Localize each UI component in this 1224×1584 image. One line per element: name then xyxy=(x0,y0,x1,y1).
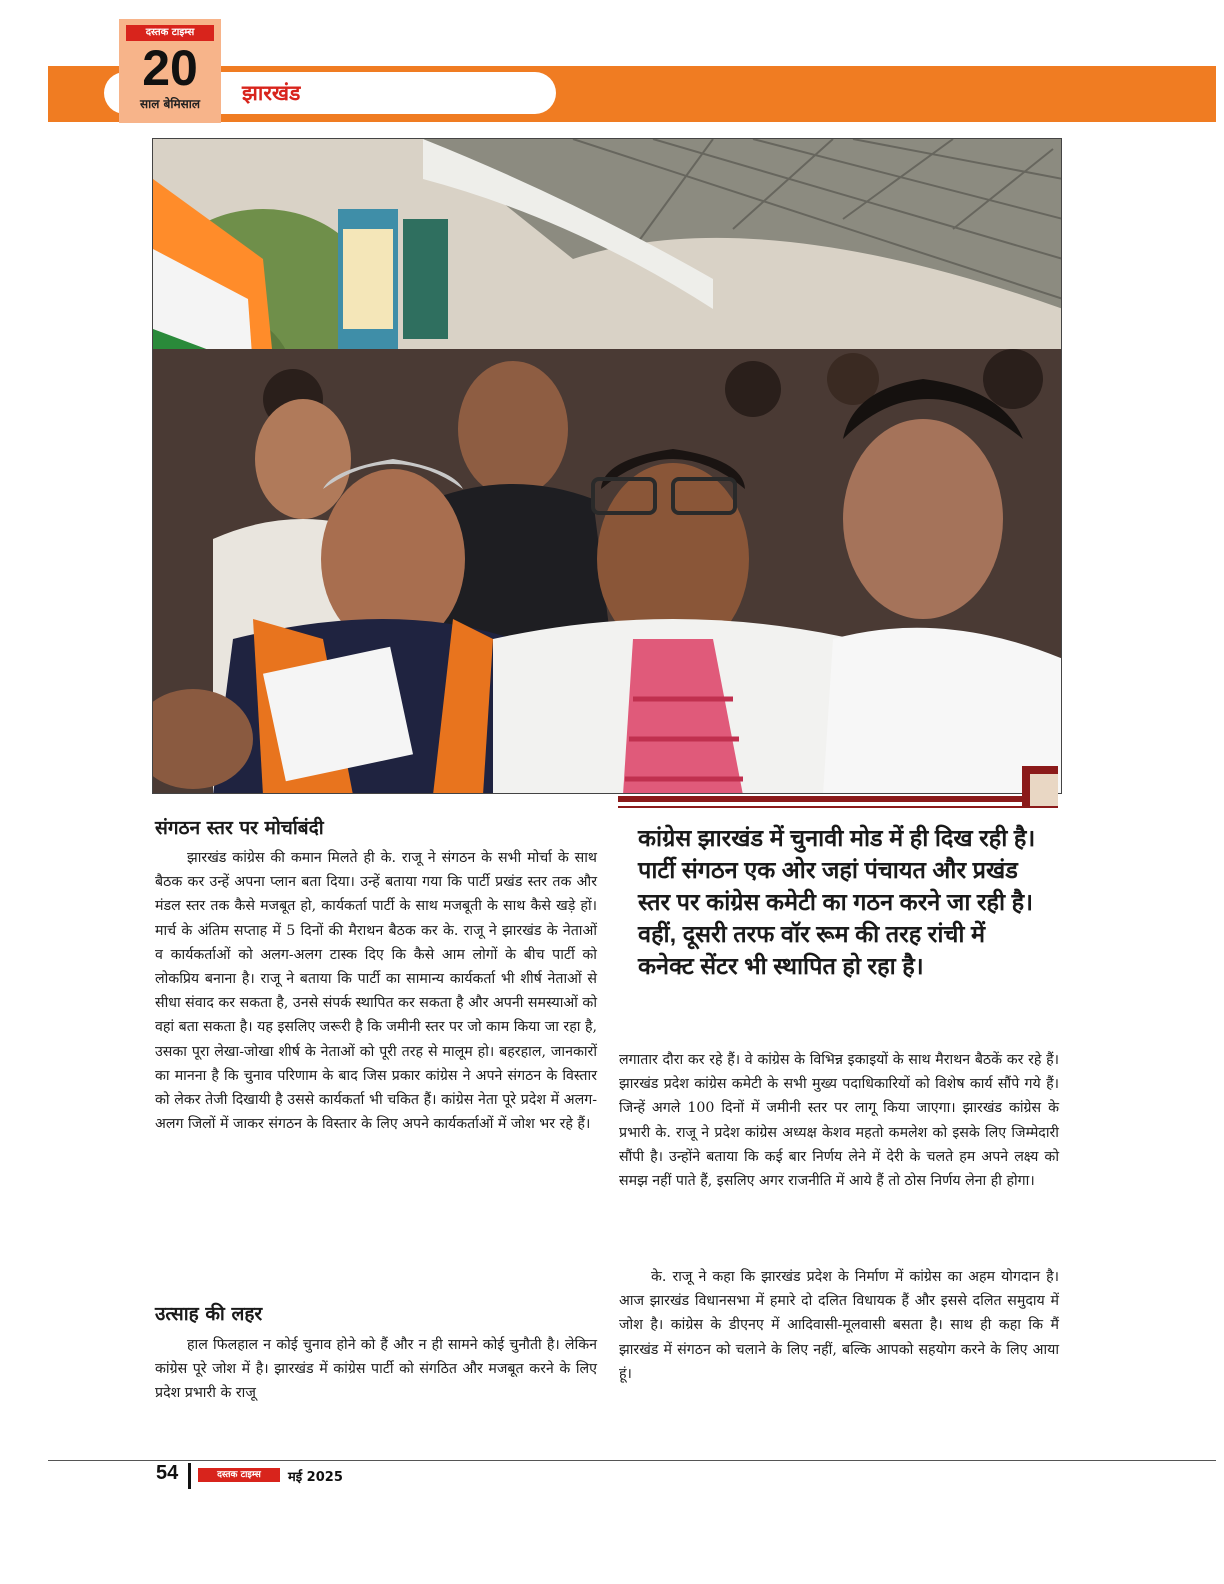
badge-subtitle: साल बेमिसाल xyxy=(139,97,201,111)
article-column-right-2 xyxy=(619,1265,1059,1386)
subheading-organisation: संगठन स्तर पर मोर्चाबंदी xyxy=(155,817,324,839)
lead-photo xyxy=(152,138,1062,794)
page-number: 54 xyxy=(156,1462,179,1484)
badge-number: 20 xyxy=(142,40,198,96)
paragraph: हाल फिलहाल न कोई चुनाव होने को हैं और न ही सामने कोई चुनौती है। लेकिन कांग्रेस पूरे जोश में है। झारखंड में कांग्रेस पार्टी को संगठित और मजबूत करने के लिए प्रदेश प्रभारी के राजू xyxy=(155,1337,597,1402)
anniversary-badge xyxy=(119,19,221,123)
subheading-enthusiasm: उत्साह की लहर xyxy=(155,1303,263,1325)
badge-brand-logo: दस्तक टाइम्स xyxy=(126,25,214,41)
article-column-left xyxy=(155,846,597,1136)
quote-rule xyxy=(618,796,1030,802)
pull-quote: कांग्रेस झारखंड में चुनावी मोड में ही दिख रही है। पार्टी संगठन एक ओर जहां पंचायत और प्रखंड स्तर पर कांग्रेस कमेटी का गठन करने जा रही है। वहीं, दूसरी तरफ वॉर रूम की तरह रांची में कनेक्ट सेंटर भी स्थापित हो रहा है। xyxy=(638,825,1036,979)
footer-brand-logo: दस्तक टाइम्स xyxy=(198,1468,280,1482)
issue-date: मई 2025 xyxy=(288,1470,343,1485)
photo-illustration xyxy=(153,139,1062,794)
paragraph: के. राजू ने कहा कि झारखंड प्रदेश के निर्माण में कांग्रेस का अहम योगदान है। आज झारखंड विधानसभा में हमारे दो दलित विधायक हैं और इससे दलित समुदाय में जोश है। कांग्रेस के डीएनए में आदिवासी-मूलवासी बसता है। साथ ही कहा कि मैं झारखंड में संगठन को चलाने के लिए नहीं, बल्कि आपको सहयोग करने के लिए आया हूं। xyxy=(619,1269,1059,1382)
footer-rule xyxy=(48,1460,1216,1461)
paragraph: झारखंड कांग्रेस की कमान मिलते ही के. राजू ने संगठन के सभी मोर्चा के साथ बैठक कर उन्हें अपना प्लान बता दिया। उन्हें बताया गया कि पार्टी प्रखंड स्तर तक और मंडल स्तर तक कैसे मजबूत हो, कार्यकर्ता पार्टी के साथ मजबूती के साथ कैसे खड़े हों। मार्च के अंतिम सप्ताह में 5 दिनों की मैराथन बैठक कर के. राजू ने झारखंड के नेताओं व कार्यकर्ताओं को अलग-अलग टास्क दिए कि कैसे आम लोगों के बीच पार्टी को लोकप्रिय बनाना है। राजू ने बताया कि पार्टी का सामान्य कार्यकर्ता भी शीर्ष नेताओं से सीधा संवाद कर सकता है, उनसे संपर्क स्थापित कर सकता है और अपनी समस्याओं को वहां बता सकता है। यह इसलिए जरूरी है कि जमीनी स्तर पर जो काम किया जा रहा है, उसका पूरा लेखा-जोखा शीर्ष के नेताओं को पूरी तरह से मालूम हो। बहरहाल, जानकारों का मानना है कि चुनाव परिणाम के बाद जिस प्रकार कांग्रेस ने अपने संगठन के विस्तार को लेकर तेजी दिखायी है उससे कार्यकर्ता भी चकित हैं। कांग्रेस नेता पूरे प्रदेश में अलग-अलग जिलों में जाकर संगठन के विस्तार के लिए अपने कार्यकर्ताओं में जोश भर रहे हैं। xyxy=(155,850,597,1133)
paragraph: लगातार दौरा कर रहे हैं। वे कांग्रेस के विभिन्न इकाइयों के साथ मैराथन बैठकें कर रहे हैं। झारखंड प्रदेश कांग्रेस कमेटी के सभी मुख्य पदाधिकारियों को विशेष कार्य सौंपे गये हैं। जिन्हें अगले 100 दिनों में जमीनी स्तर पर लागू किया जाएगा। झारखंड कांग्रेस के प्रभारी के. राजू ने प्रदेश कांग्रेस अध्यक्ष केशव महतो कमलेश को इसके लिए जिम्मेदारी सौंपी है। उन्होंने बताया कि कई बार निर्णय लेने में देरी के चलते हम अपने लक्ष्य को समझ नहीं पाते हैं, इसलिए अगर राजनीति में आये हैं तो ठोस निर्णय लेना ही होगा। xyxy=(619,1052,1059,1190)
footer-divider xyxy=(188,1463,191,1489)
section-title: झारखंड xyxy=(242,81,301,105)
article-column-right xyxy=(619,1048,1059,1193)
quote-rule-thin xyxy=(618,806,1058,808)
article-column-left-2 xyxy=(155,1333,597,1406)
